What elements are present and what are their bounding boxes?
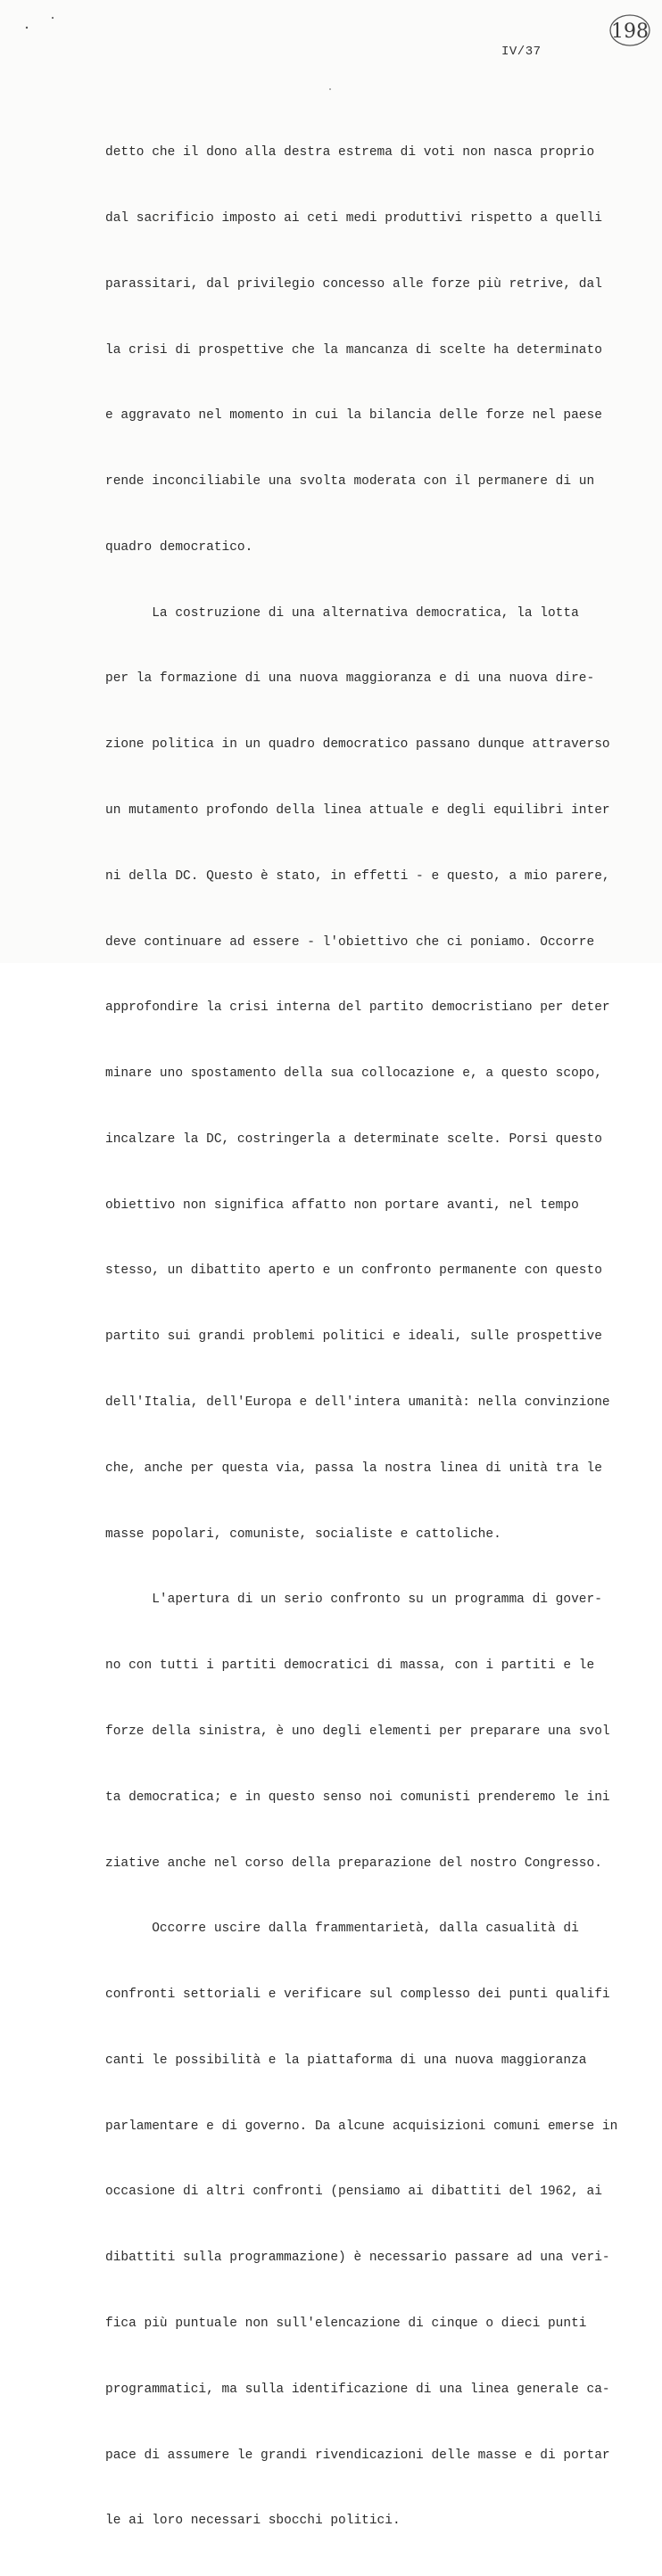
text-line: dell'Italia, dell'Europa e dell'intera umanità: nella convinzione — [105, 1395, 610, 1411]
text-line: dal sacrificio imposto ai ceti medi produttivi rispetto a quelli — [105, 210, 602, 226]
text-line: forze della sinistra, è uno degli elementi per preparare una svol — [105, 1724, 610, 1739]
text-line: partito sui grandi problemi politici e ideali, sulle prospettive — [105, 1329, 602, 1345]
page-number: IV/37 — [501, 45, 542, 59]
text-line: ziative anche nel corso della preparazione del nostro Congresso. — [105, 1856, 602, 1871]
text-line: approfondire la crisi interna del partito democristiano per deter — [105, 1000, 610, 1016]
paper-specks — [0, 0, 662, 53]
text-line: pace di assumere le grandi rivendicazioni delle masse e di portar — [105, 2448, 610, 2463]
body-text — [105, 98, 632, 2576]
paragraph-start: La costruzione di una alternativa democratica, la lotta — [105, 605, 579, 621]
text-line: parassitari, dal privilegio concesso alle forze più retrive, dal — [105, 276, 602, 292]
text-line: confronti settoriali e verificare sul complesso dei punti qualifi — [105, 1988, 610, 2003]
text-line: stesso, un dibattito aperto e un confronto permanente con questo — [105, 1263, 602, 1279]
text-line: la crisi di prospettive che la mancanza di scelte ha determinato — [105, 342, 602, 358]
text-line: parlamentare e di governo. Da alcune acquisizioni comuni emerse in — [105, 2119, 618, 2134]
text-line: e aggravato nel momento in cui la bilancia delle forze nel paese — [105, 408, 602, 424]
text-line: canti le possibilità e la piattaforma di una nuova maggioranza — [105, 2053, 587, 2068]
text-line: no con tutti i partiti democratici di massa, con i partiti e le — [105, 1658, 595, 1674]
text-line: obiettivo non significa affatto non portare avanti, nel tempo — [105, 1197, 579, 1213]
text-line: per la formazione di una nuova maggioranza e di una nuova dire- — [105, 671, 595, 687]
paragraph-start: Occorre uscire dalla frammentarietà, dalla casualità di — [105, 1922, 579, 1937]
text-line: che, anche per questa via, passa la nostra linea di unità tra le — [105, 1461, 602, 1476]
text-line: occasione di altri confronti (pensiamo ai dibattiti del 1962, ai — [105, 2185, 602, 2200]
text-line: incalzare la DC, costringerla a determinate scelte. Porsi questo — [105, 1132, 602, 1147]
text-line: un mutamento profondo della linea attuale e degli equilibri inter — [105, 803, 610, 818]
text-line: minare uno spostamento della sua collocazione e, a questo scopo, — [105, 1066, 602, 1082]
text-line: masse popolari, comuniste, socialiste e cattoliche. — [105, 1527, 501, 1542]
text-line: rende inconciliabile una svolta moderata con il permanere di un — [105, 474, 595, 490]
text-line: fica più puntuale non sull'elencazione di cinque o dieci punti — [105, 2316, 587, 2331]
text-line: detto che il dono alla destra estrema di voti non nasca proprio — [105, 145, 595, 160]
text-line: zione politica in un quadro democratico passano dunque attraverso — [105, 737, 610, 753]
text-line: ta democratica; e in questo senso noi comunisti prenderemo le ini — [105, 1790, 610, 1805]
text-line: dibattiti sulla programmazione) è necessario passare ad una veri- — [105, 2251, 610, 2266]
text-line: programmatici, ma sulla identificazione di una linea generale ca- — [105, 2382, 610, 2397]
text-line: quadro democratico. — [105, 539, 253, 555]
archive-stamp — [608, 12, 652, 48]
text-line: le ai loro necessari sbocchi politici. — [105, 2514, 401, 2529]
text-line: ni della DC. Questo è stato, in effetti - e questo, a mio parere, — [105, 868, 610, 884]
text-line: deve continuare ad essere - l'obiettivo che ci poniamo. Occorre — [105, 934, 595, 950]
paragraph-start: L'apertura di un serio confronto su un programma di gover- — [105, 1593, 602, 1608]
archive-stamp-number: 198 — [611, 21, 649, 43]
